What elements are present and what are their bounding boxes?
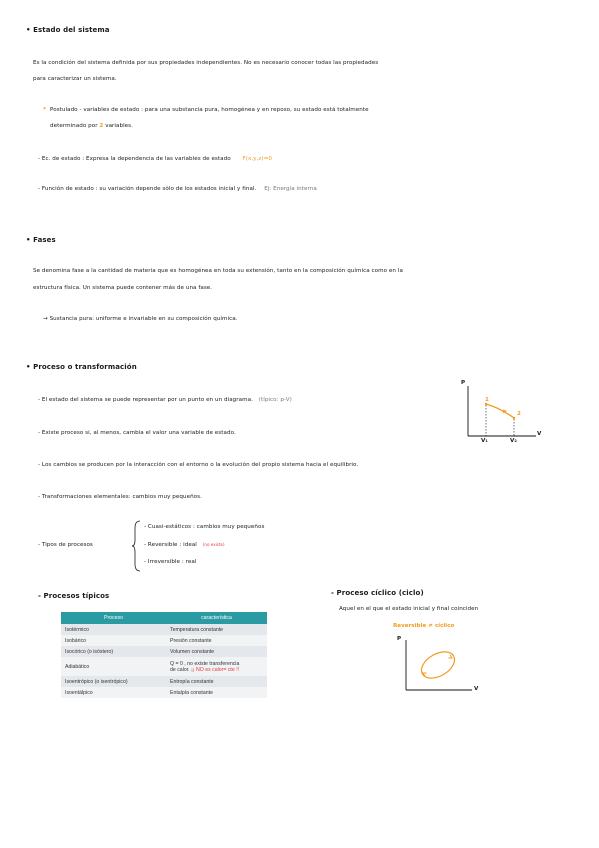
proceso-bullet-3: - Los cambios se producen por la interacción con el entorno o la evolución del propio sistema hacia el equilibrio. <box>38 462 359 468</box>
table-row <box>61 676 267 687</box>
table-cell: Presión constante <box>166 635 267 646</box>
pv-diagram-cycle <box>392 636 482 696</box>
proceso-bullet-1 <box>38 397 292 403</box>
proceso-bullet-1-text: - El estado del sistema se puede representar por un punto en un diagrama. <box>38 397 253 403</box>
adiabatico-text: de calor. <box>170 666 190 673</box>
table-cell: Entalpía constante <box>166 687 267 698</box>
adiabatico-line-2 <box>170 667 263 673</box>
ciclico-note: Reversible ≠ cíclico <box>393 623 455 629</box>
table-cell: Adiabático <box>61 657 166 676</box>
table-cell: Temperatura constante <box>166 624 267 635</box>
heading-fases: • Fases <box>26 236 56 244</box>
sustancia-pura-line: → Sustancia pura: uniforme e invariable en su composición química. <box>43 316 238 322</box>
pv1-v1-label: V₁ <box>481 438 488 444</box>
heading-procesos-tipicos: - Procesos típicos <box>38 592 110 600</box>
table-cell: Isoentrópico (o isentrópico) <box>61 676 166 687</box>
table-header-proceso: Proceso <box>61 612 166 624</box>
postulado-line-2 <box>50 123 133 129</box>
table-row <box>61 635 267 646</box>
table-row <box>61 657 267 676</box>
curly-brace-icon <box>132 520 142 572</box>
table-cell: Entropía constante <box>166 676 267 687</box>
postulado-number: 2 <box>99 123 104 129</box>
table-header-row <box>61 612 267 624</box>
pv2-p-label: P <box>397 636 402 642</box>
procesos-table-wrap <box>61 612 267 698</box>
table-cell: Volumen constante <box>166 646 267 657</box>
postulado-text: determinado por <box>50 123 98 129</box>
proceso-bullet-2: - Existe proceso si, al menos, cambia el valor una variable de estado. <box>38 430 236 436</box>
tipo-irreversible: - Irreversible : real <box>144 559 197 565</box>
tipo-reversible-line <box>144 542 225 548</box>
pv1-point-2: 2 <box>517 411 521 417</box>
fases-line-1: Se denomina fase a la cantidad de materia que es homogénea en toda su extensión, tanto en la composición química como en la <box>33 268 403 274</box>
procesos-table <box>61 612 267 698</box>
proceso-bullet-1-note: (típico: p-V) <box>258 397 292 403</box>
ec-estado-formula: F(x,y,z)=0 <box>242 156 272 162</box>
funcion-estado-example: Ej: Energía interna <box>264 186 317 192</box>
heading-proceso: • Proceso o transformación <box>26 363 137 371</box>
heading-proceso-ciclico: - Proceso cíclico (ciclo) <box>331 589 424 597</box>
tipo-reversible: - Reversible : ideal <box>144 542 197 548</box>
table-row <box>61 687 267 698</box>
pv-diagram-process <box>456 378 546 450</box>
table-row <box>61 646 267 657</box>
table-cell: Isotérmico <box>61 624 166 635</box>
pv1-v-label: V <box>537 431 542 437</box>
heading-estado-sistema: • Estado del sistema <box>26 26 110 34</box>
intro-line-2: para caracterizar un sistema. <box>33 76 117 82</box>
tipos-procesos-label: - Tipos de procesos <box>38 542 93 548</box>
fases-line-2: estructura física. Un sistema puede contener más de una fase. <box>33 285 213 291</box>
funcion-estado-line <box>38 186 317 192</box>
postulado-line-1: Postulado - variables de estado : para una substancia pura, homogénea y en reposo, su estado está totalmente <box>50 107 369 113</box>
postulado-text-end: variables. <box>105 123 133 129</box>
pv1-v2-label: V₂ <box>510 438 517 444</box>
pv2-v-label: V <box>474 686 479 692</box>
pv1-p-label: P <box>461 380 466 386</box>
table-cell-adiabatico <box>166 657 267 676</box>
pv1-point-1: 1 <box>485 397 489 403</box>
table-row <box>61 624 267 635</box>
table-cell: Isocórico (o isóstero) <box>61 646 166 657</box>
tipo-reversible-note: (no existe) <box>202 542 225 547</box>
adiabatico-line-1: Q = 0 , no existe transferencia <box>170 660 240 667</box>
funcion-estado-text: - Función de estado : su variación depende sólo de los estados inicial y final. <box>38 186 257 192</box>
intro-line-1: Es la condición del sistema definida por sus propiedades independientes. No es necesario conocer todas las propiedades <box>33 60 379 66</box>
proceso-bullet-4: - Transformaciones elementales: cambios muy pequeños. <box>38 494 202 500</box>
ciclico-desc: Aquel en el que el estado inicial y final coinciden <box>339 606 479 612</box>
table-cell: Isobárico <box>61 635 166 646</box>
adiabatico-warning: ¡¡ NO es calor= cte !! <box>191 666 240 673</box>
ec-estado-text: - Ec. de estado : Expresa la dependencia de las variables de estado <box>38 156 231 162</box>
tipo-cuasi-estatico: - Cuasi-estáticos : cambios muy pequeños <box>144 524 265 530</box>
ec-estado-line <box>38 156 272 162</box>
bullet-star-icon: * <box>43 107 46 113</box>
table-header-caracteristica: característica <box>166 612 267 624</box>
table-cell: Isoentálpico <box>61 687 166 698</box>
